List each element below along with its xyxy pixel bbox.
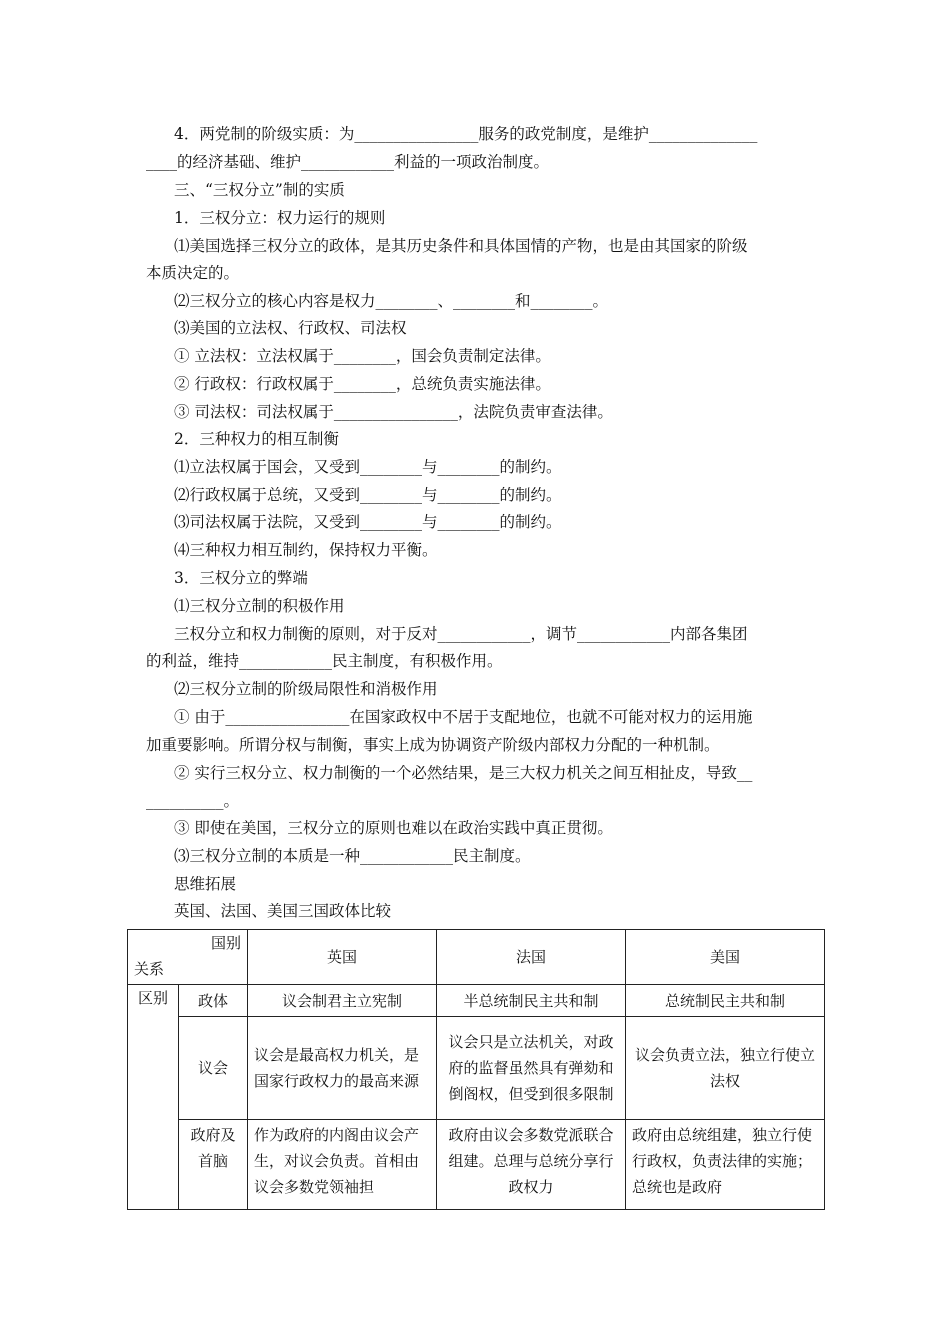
table-row — [128, 1017, 825, 1120]
row-label-cell: 政体 — [179, 985, 248, 1017]
table-cell: 政府由总统组建，独立行使行政权，负责法律的实施；总统也是政府 — [626, 1120, 825, 1210]
corner-top-label: 国别 — [210, 934, 241, 952]
text-line: ③ 即使在美国，三权分立的原则也难以在政治实践中真正贯彻。 — [174, 819, 613, 837]
subsection-heading: 2．三种权力的相互制衡 — [174, 430, 339, 448]
subsection-heading: 3．三权分立的弊端 — [174, 569, 308, 587]
comparison-table — [127, 929, 825, 1210]
text-line: ⑵三权分立制的阶级局限性和消极作用 — [174, 680, 438, 698]
text-line: ⑵三权分立的核心内容是权力________、________和________。 — [174, 292, 609, 310]
row-label-cell: 议会 — [179, 1017, 248, 1120]
table-cell: 总统制民主共和制 — [626, 985, 825, 1017]
text-line: __________。 — [146, 792, 240, 810]
text-line: ③ 司法权：司法权属于________________，法院负责审查法律。 — [174, 403, 613, 421]
text-line: ② 实行三权分立、权力制衡的一个必然结果，是三大权力机关之间互相扯皮，导致__ — [174, 764, 753, 782]
subsection-heading: 1．三权分立：权力运行的规则 — [174, 209, 386, 227]
text-line: ⑶司法权属于法院，又受到________与________的制约。 — [174, 513, 562, 531]
table-header-cell: 法国 — [437, 930, 626, 985]
table-row — [128, 1120, 825, 1210]
text-line: 三权分立和权力制衡的原则，对于反对____________，调节____________内部各集团 — [174, 625, 748, 643]
table-caption: 英国、法国、美国三国政体比较 — [174, 902, 392, 920]
row-label-cell: 政府及首脑 — [179, 1120, 248, 1210]
table-corner-cell — [128, 930, 248, 985]
table-header-row — [128, 930, 825, 985]
text-line: ____的经济基础、维护____________利益的一项政治制度。 — [146, 153, 550, 171]
text-line: ② 行政权：行政权属于________，总统负责实施法律。 — [174, 375, 551, 393]
text-line: 本质决定的。 — [146, 264, 240, 282]
table-cell: 议会负责立法，独立行使立法权 — [626, 1017, 825, 1120]
text-line: ⑶美国的立法权、行政权、司法权 — [174, 319, 407, 337]
corner-bottom-label: 关系 — [134, 960, 165, 978]
group-label-cell: 区别 — [128, 985, 179, 1210]
section-heading: 三、“三权分立”制的实质 — [174, 181, 345, 199]
text-line: ⑵行政权属于总统，又受到________与________的制约。 — [174, 486, 562, 504]
table-cell: 议会制君主立宪制 — [248, 985, 437, 1017]
subsection-heading: 思维拓展 — [174, 875, 237, 893]
text-line: ⑴立法权属于国会，又受到________与________的制约。 — [174, 458, 562, 476]
text-line: 4．两党制的阶级实质：为________________服务的政党制度，是维护______________ — [174, 125, 758, 143]
table-cell: 议会只是立法机关，对政府的监督虽然具有弹劾和倒阁权，但受到很多限制 — [437, 1017, 626, 1120]
text-line: 加重要影响。所谓分权与制衡，事实上成为协调资产阶级内部权力分配的一种机制。 — [146, 736, 720, 754]
table-cell: 议会是最高权力机关，是国家行政权力的最高来源 — [248, 1017, 437, 1120]
text-line: ① 立法权：立法权属于________，国会负责制定法律。 — [174, 347, 551, 365]
text-line: ① 由于________________在国家政权中不居于支配地位，也就不可能对权力的运用施 — [174, 708, 753, 726]
text-line: ⑷三种权力相互制约，保持权力平衡。 — [174, 541, 438, 559]
table-row — [128, 985, 825, 1017]
table-header-cell: 美国 — [626, 930, 825, 985]
table-header-cell: 英国 — [248, 930, 437, 985]
text-line: ⑴美国选择三权分立的政体，是其历史条件和具体国情的产物，也是由其国家的阶级 — [174, 237, 748, 255]
table-cell: 半总统制民主共和制 — [437, 985, 626, 1017]
text-line: 的利益，维持____________民主制度，有积极作用。 — [146, 652, 503, 670]
text-line: ⑶三权分立制的本质是一种____________民主制度。 — [174, 847, 531, 865]
table-cell: 作为政府的内阁由议会产生，对议会负责。首相由议会多数党领袖担 — [248, 1120, 437, 1210]
text-line: ⑴三权分立制的积极作用 — [174, 597, 345, 615]
table-cell: 政府由议会多数党派联合组建。总理与总统分享行政权力 — [437, 1120, 626, 1210]
